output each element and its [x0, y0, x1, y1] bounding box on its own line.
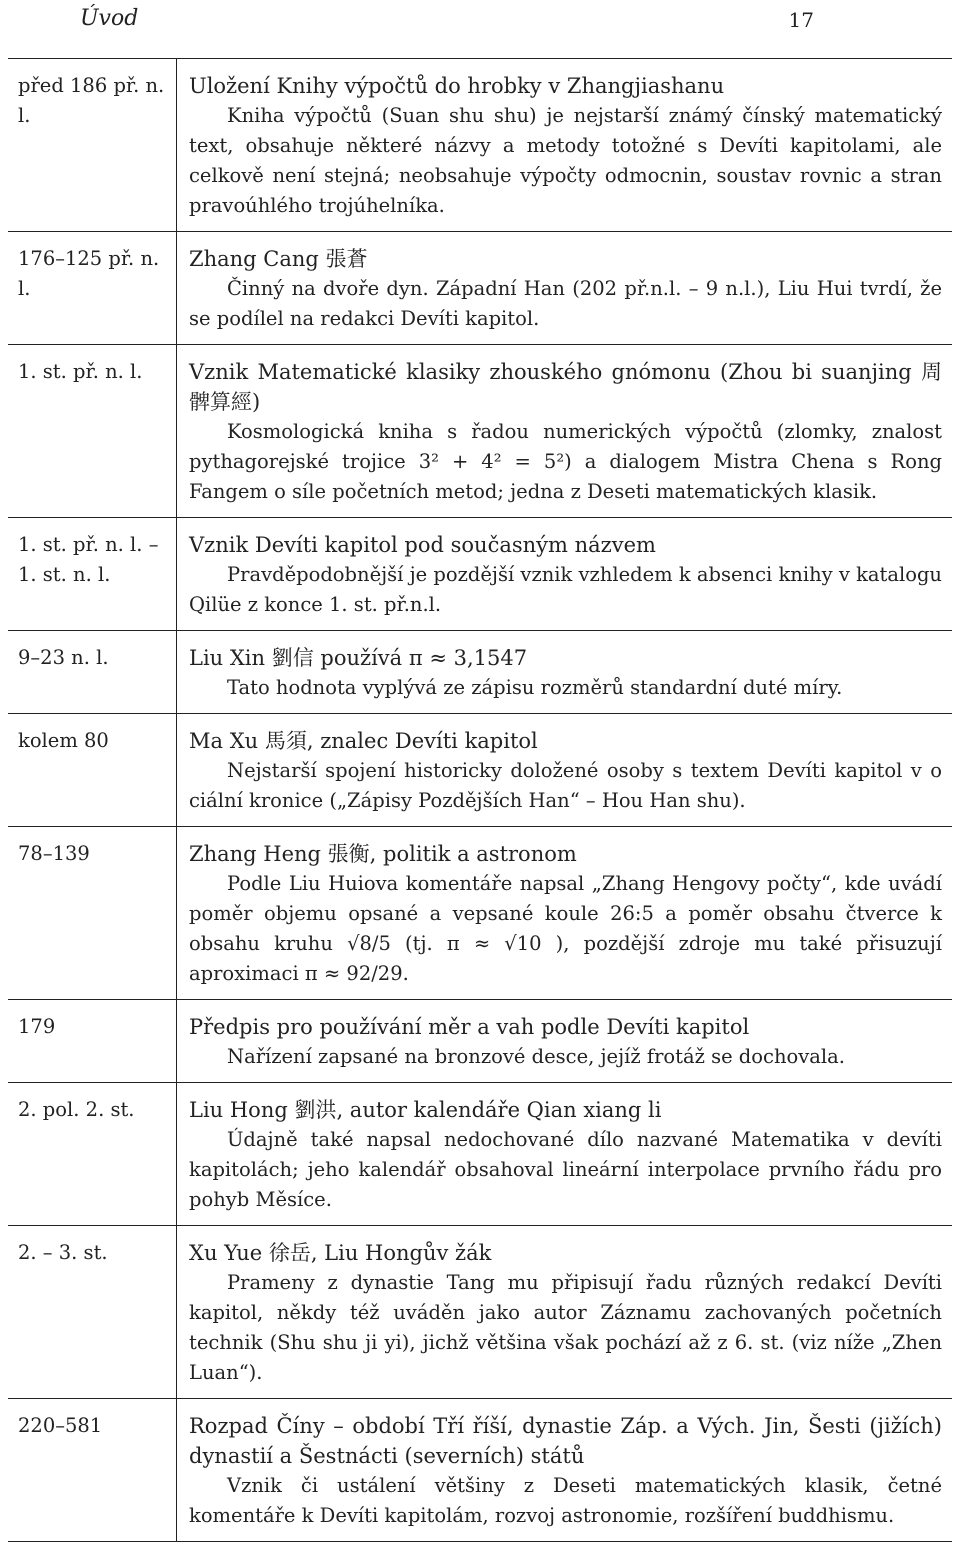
timeline-table — [8, 58, 952, 1542]
row-text: Tato hodnota vyplývá ze zápisu rozměrů standardní duté míry. — [227, 676, 843, 699]
row-title: Xu Yue 徐岳, Liu Hongův žák — [189, 1241, 492, 1265]
page-header — [0, 4, 960, 34]
row-text: Údajně také napsal nedochované dílo nazvané Matematika v devíti kapitolách; jeho kalendář obsahoval lineární interpolace prvního řádu pro pohyb Měsíce. — [189, 1128, 942, 1211]
row-text: Prameny z dynastie Tang mu připisují řadu různých redakcí Devíti kapitol, někdy též uváděn jako autor Záznamu zachovaných početních technik (Shu shu ji yi), jichž většina však pochází až z 6. st. (viz níže „Zhen Luan“). — [189, 1271, 942, 1384]
timeline-row — [8, 1399, 952, 1542]
row-date: 179 — [8, 1000, 177, 1083]
timeline-row — [8, 232, 952, 345]
row-title: Zhang Cang 張蒼 — [189, 247, 368, 271]
row-date: 2. – 3. st. — [8, 1226, 177, 1399]
chapter-title: Úvod — [80, 6, 139, 31]
row-text: Podle Liu Huiova komentáře napsal „Zhang Hengovy počty“, kde uvádí poměr objemu opsané a vepsané koule 26:5 a poměr obsahu čtverce k obsahu kruhu √8/5 (tj. π ≈ √10 ), pozdější zdroje mu také přisuzují aproximaci π ≈ 92/29. — [189, 872, 942, 985]
row-title: Ma Xu 馬須, znalec Devíti kapitol — [189, 729, 538, 753]
row-text: Pravděpodobnější je pozdější vznik vzhledem k absenci knihy v katalogu Qilüe z konce 1. st. př.n.l. — [189, 563, 942, 616]
row-text: Nejstarší spojení historicky doložené osoby s textem Devíti kapitol v o ciální kronice („Zápisy Pozdějších Han“ – Hou Han shu). — [189, 759, 942, 812]
row-date: 1. st. př. n. l. – 1. st. n. l. — [8, 518, 177, 631]
timeline-row — [8, 518, 952, 631]
row-title: Vznik Matematické klasiky zhouského gnómonu (Zhou bi suanjing 周髀算經) — [189, 360, 942, 414]
row-date: 9–23 n. l. — [8, 631, 177, 714]
row-title: Předpis pro používání měr a vah podle Devíti kapitol — [189, 1015, 750, 1039]
row-text: Kosmologická kniha s řadou numerických výpočtů (zlomky, znalost pythagorejské trojice 3² + 4² = 5²) a dialogem Mistra Chena s Rong Fangem o síle početních metod; jedna z Deseti matematických klasik. — [189, 420, 942, 503]
row-text: Kniha výpočtů (Suan shu shu) je nejstarší známý čínský matematický text, obsahuje některé názvy a metody totožné s Devíti kapitolami, ale celkově není stejná; neobsahuje výpočty odmocnin, soustav rovnic a stran pravoúhlého trojúhelníka. — [189, 104, 942, 217]
timeline-row — [8, 1226, 952, 1399]
row-title: Vznik Devíti kapitol pod současným názvem — [189, 533, 656, 557]
row-text: Vznik či ustálení většiny z Deseti matematických klasik, četné komentáře k Devíti kapitolám, rozvoj astronomie, rozšíření buddhismu. — [189, 1474, 942, 1527]
row-title: Liu Xin 劉信 používá π ≈ 3,1547 — [189, 646, 528, 670]
row-title: Rozpad Číny – období Tří říší, dynastie Záp. a Vých. Jin, Šesti (jižích) dynastií a Šestnácti (severních) států — [189, 1414, 942, 1468]
timeline-row — [8, 345, 952, 518]
timeline-row — [8, 59, 952, 232]
row-date: před 186 př. n. l. — [8, 59, 177, 232]
row-title: Liu Hong 劉洪, autor kalendáře Qian xiang li — [189, 1098, 662, 1122]
timeline-row — [8, 714, 952, 827]
page-number: 17 — [788, 8, 814, 32]
row-text: Činný na dvoře dyn. Západní Han (202 př.n.l. – 9 n.l.), Liu Hui tvrdí, že se podílel na redakci Devíti kapitol. — [189, 277, 942, 330]
row-text: Nařízení zapsané na bronzové desce, jejíž frotáž se dochovala. — [227, 1045, 845, 1068]
row-date: kolem 80 — [8, 714, 177, 827]
row-date: 176–125 př. n. l. — [8, 232, 177, 345]
row-date: 2. pol. 2. st. — [8, 1083, 177, 1226]
row-date: 78–139 — [8, 827, 177, 1000]
row-date: 1. st. př. n. l. — [8, 345, 177, 518]
row-title: Uložení Knihy výpočtů do hrobky v Zhangjiashanu — [189, 74, 725, 98]
row-title: Zhang Heng 張衡, politik a astronom — [189, 842, 577, 866]
timeline-row — [8, 631, 952, 714]
timeline-row — [8, 827, 952, 1000]
timeline-row — [8, 1000, 952, 1083]
row-date: 220–581 — [8, 1399, 177, 1542]
timeline-row — [8, 1083, 952, 1226]
